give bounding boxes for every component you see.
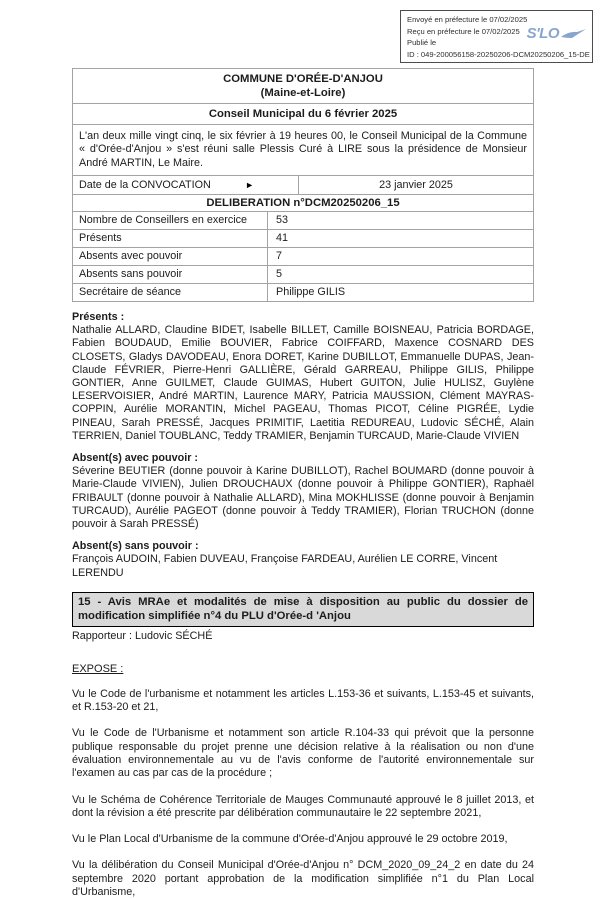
intro-paragraph: L'an deux mille vingt cinq, le six février à 19 heures 00, le Conseil Municipal de la Commune « d'Orée-d'Anjou » s'est réuni salle Plessis Curé à LIRE sous la présidence de Monsieur André MARTIN, Le Maire.: [73, 125, 534, 176]
stamp-line-recu: Reçu en préfecture le 07/02/2025: [407, 26, 520, 36]
expose-paragraph: Vu la délibération du Conseil Municipal d'Orée-d'Anjou n° DCM_2020_09_24_2 en date du 24 septembre 2020 portant approbation de la modification simplifiée n°1 du Plan Local d'Urbanisme,: [72, 859, 534, 899]
table-row: [73, 229, 534, 247]
expose-paragraph: Vu le Code de l'urbanisme et notamment les articles L.153-36 et suivants, L.153-45 et suivants, et R.153-20 et 21,: [72, 687, 534, 714]
presents-names: Nathalie ALLARD, Claudine BIDET, Isabelle BILLET, Camille BOISNEAU, Patricia BORDAGE, Fabien BOUDAUD, Emilie BOUVIER, Fabrice COIFFARD, Maxence COSNARD DES CLOSETS, Gladys DAVODEAU, Enora DORET, Karine DUBILLOT, Emmanuelle DUPAS, Jean-Claude FÉVRIER, Pierre-Henri GALLIÈRE, Gérald GARREAU, Philippe GILIS, Philippe GONTIER, Anne GUILMET, Claude GUIMAS, Hubert GUITON, Julie HULISZ, Guylène LESERVOISIER, André MARTIN, Laurence MARY, Patricia MAUSSION, Clément MAYRAS-COPPIN, Aurélie MORANTIN, Michel PAGEAU, Thomas PICOT, Céline PIGRÉE, Lydie PINEAU, Sarah PRESSÉ, Jacques PRIMITIF, Laetitia REDUREAU, Ludovic SÉCHÉ, Alain TERRIEN, Daniel TOUBLANC, Teddy TRAMIER, Benjamin TURCAUD, Marie-Claude VIVIEN: [72, 324, 534, 442]
absents-avec-pouvoir-names: Séverine BEUTIER (donne pouvoir à Karine DUBILLOT), Rachel BOUMARD (donne pouvoir à Marie-Claude VIVIEN), Julien DROUCHAUX (donne pouvoir à Philippe GONTIER), Raphaël FRIBAULT (donne pouvoir à Nathalie ALLARD), Mina MOKHLISSE (donne pouvoir à Benjamin TURCAUD), Aurélie PAGEOT (donne pouvoir à Teddy TRAMIER), Florian TRUCHON (donne pouvoir à Sarah PRESSÉ): [72, 465, 534, 530]
absents-sans-pouvoir-label: Absent(s) sans pouvoir :: [72, 540, 199, 553]
document-body: [72, 68, 534, 899]
header-table: [72, 68, 534, 176]
commune-name: COMMUNE D'ORÉE-D'ANJOU: [223, 73, 383, 85]
session-title: Conseil Municipal du 6 février 2025: [73, 104, 534, 125]
stat-value-presents: 41: [268, 229, 534, 247]
table-row: [73, 247, 534, 265]
expose-heading: EXPOSE :: [72, 662, 124, 675]
stat-label-absents-avec: Absents avec pouvoir: [73, 247, 268, 265]
convocation-label: Date de la CONVOCATION: [79, 178, 211, 191]
stat-value-absents-sans: 5: [268, 265, 534, 283]
slo-logo: [526, 25, 587, 43]
stamp-line-publie: Publié le: [407, 38, 437, 48]
convocation-date: 23 janvier 2025: [299, 175, 534, 194]
item-title-banner: 15 - Avis MRAe et modalités de mise à disposition au public du dossier de modification simplifiée n°4 du PLU d'Orée-d 'Anjou: [72, 592, 534, 627]
stat-label-conseillers: Nombre de Conseillers en exercice: [73, 211, 268, 229]
expose-paragraph: Vu le Code de l'Urbanisme et notamment son article R.104-33 qui prévoit que la personne publique responsable du projet prenne une décision relative à la réalisation ou non d'une évaluation environnementale au vu de l'avis conforme de l'autorité environnementale sur l'examen au cas par cas de la procédure ;: [72, 727, 534, 780]
stat-value-conseillers: 53: [268, 211, 534, 229]
stamp-line-id: ID : 049-200056158-20250206-DCM20250206_15-DE: [407, 49, 590, 59]
stat-label-absents-sans: Absents sans pouvoir: [73, 265, 268, 283]
stat-label-presents: Présents: [73, 229, 268, 247]
absents-avec-pouvoir-label: Absent(s) avec pouvoir :: [72, 451, 198, 464]
commune-header-cell: [73, 69, 534, 104]
deliberation-number: DELIBERATION n°DCM20250206_15: [73, 194, 534, 211]
rapporteur-line: Rapporteur : Ludovic SÉCHÉ: [72, 629, 213, 642]
presents-section: [72, 311, 534, 443]
convocation-table: [72, 175, 534, 195]
arrow-right-icon: ►: [245, 179, 254, 190]
swoosh-icon: [560, 28, 587, 40]
convocation-label-cell: [73, 175, 299, 194]
table-row: [73, 283, 534, 301]
deliberation-table: [72, 194, 534, 212]
prefecture-stamp: [400, 10, 593, 63]
stats-table: [72, 211, 534, 302]
absents-sans-pouvoir-section: [72, 540, 534, 580]
departement-name: (Maine-et-Loire): [260, 87, 346, 99]
expose-paragraph: Vu le Plan Local d'Urbanisme de la commune d'Orée-d'Anjou approuvé le 29 octobre 2019,: [72, 833, 508, 846]
table-row: [73, 211, 534, 229]
stat-value-secretaire: Philippe GILIS: [268, 283, 534, 301]
absents-sans-pouvoir-names: François AUDOIN, Fabien DUVEAU, Françoise FARDEAU, Aurélien LE CORRE, Vincent LERENDU: [72, 553, 498, 579]
expose-paragraph: Vu le Schéma de Cohérence Territoriale de Mauges Communauté approuvé le 8 juillet 2013, et dont la révision a été prescrite par délibération communautaire le 22 septembre 2021,: [72, 793, 534, 819]
stat-value-absents-avec: 7: [268, 247, 534, 265]
slo-logo-text: S'LO: [526, 25, 559, 43]
table-row: [73, 265, 534, 283]
stamp-line-envoye: Envoyé en préfecture le 07/02/2025: [407, 15, 528, 24]
absents-avec-pouvoir-section: [72, 452, 534, 531]
stat-label-secretaire: Secrétaire de séance: [73, 283, 268, 301]
presents-label: Présents :: [72, 310, 125, 323]
